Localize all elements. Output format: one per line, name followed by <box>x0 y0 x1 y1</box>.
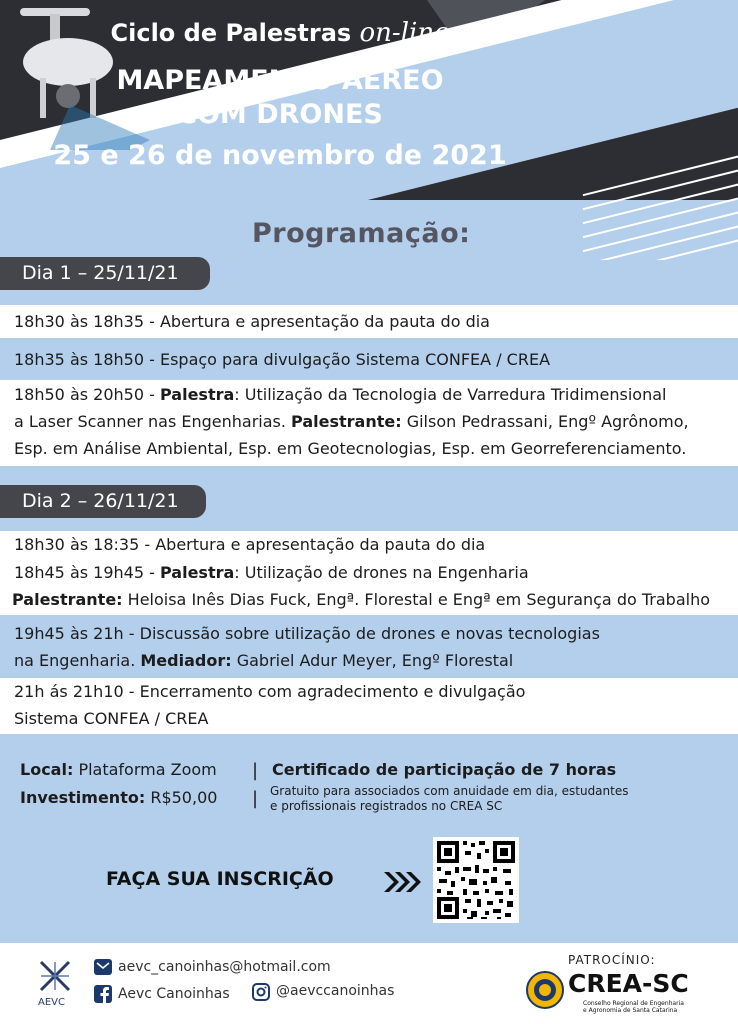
chevrons-right-icon <box>382 870 422 894</box>
day1-item-1: 18h30 às 18h35 - Abertura e apresentação da pauta do dia <box>0 305 738 338</box>
day2-item-1: 18h30 às 18:35 - Abertura e apresentação da pauta do dia <box>0 531 738 559</box>
signup-cta[interactable]: FAÇA SUA INSCRIÇÃO <box>106 868 334 890</box>
aevc-logo-icon <box>38 959 72 995</box>
day1-item-3: 18h50 às 20h50 - Palestra: Utilização da Tecnologia de Varredura Tridimensional a Laser Scanner nas Engenharias. Palestrante: Gilson Pedrassani, Engº Agrônomo, Esp. em Análise Ambiental, Esp. em Geotecnologias, Esp. em Georreferenciamento. <box>0 380 738 466</box>
online-tag: on-line <box>359 18 450 48</box>
sponsor-name: CREA-SC <box>568 969 689 998</box>
event-title <box>0 64 560 132</box>
day1-item-2: 18h35 às 18h50 - Espaço para divulgação Sistema CONFEA / CREA <box>0 345 738 378</box>
separator-2: | <box>252 788 259 809</box>
email-link[interactable]: aevc_canoinhas@hotmail.com <box>118 959 331 975</box>
day2-item-3: 19h45 às 21h - Discussão sobre utilização de drones e novas tecnologias na Engenharia. Mediador: Gabriel Adur Meyer, Engº Florestal <box>0 620 738 678</box>
free-info: Gratuito para associados com anuidade em dia, estudantes e profissionais registrados no CREA SC <box>270 784 629 813</box>
qr-code-icon[interactable] <box>433 837 519 923</box>
instagram-link[interactable]: @aevccanoinhas <box>276 983 395 999</box>
separator-1: | <box>252 760 259 781</box>
certificate-info: Certificado de participação de 7 horas <box>272 760 617 779</box>
program-heading: Programação: <box>252 218 471 249</box>
event-title-line1: MAPEAMENTO AÉREO <box>116 65 444 96</box>
email-icon <box>94 959 112 975</box>
footer <box>0 943 738 1024</box>
facebook-icon <box>94 985 112 1003</box>
facebook-link[interactable]: Aevc Canoinhas <box>118 986 230 1002</box>
day1-tag: Dia 1 – 25/11/21 <box>0 257 210 290</box>
day2-tag: Dia 2 – 26/11/21 <box>0 485 206 518</box>
decor-stripes <box>560 150 738 260</box>
instagram-icon <box>252 983 270 1001</box>
event-title-line2: COM DRONES <box>177 99 383 130</box>
local-info: Local: Plataforma Zoom <box>20 760 217 779</box>
day2-item-4: 21h ás 21h10 - Encerramento com agradecimento e divulgação Sistema CONFEA / CREA <box>0 678 738 734</box>
series-title: Ciclo de Palestras on-line <box>110 18 450 48</box>
day2-item-2: 18h45 às 19h45 - Palestra: Utilização de drones na Engenharia Palestrante: Heloisa Inês Dias Fuck, Engª. Florestal e Engª em Segurança do Trabalho <box>0 559 738 615</box>
aevc-logo-label: AEVC <box>38 997 65 1008</box>
investment-info: Investimento: R$50,00 <box>20 788 218 807</box>
sponsor-label: PATROCÍNIO: <box>568 953 656 967</box>
crea-seal-icon <box>526 971 564 1009</box>
sponsor-subtitle: Conselho Regional de Engenharia e Agronomia de Santa Catarina <box>583 1000 684 1014</box>
event-dates: 25 e 26 de novembro de 2021 <box>53 140 507 171</box>
